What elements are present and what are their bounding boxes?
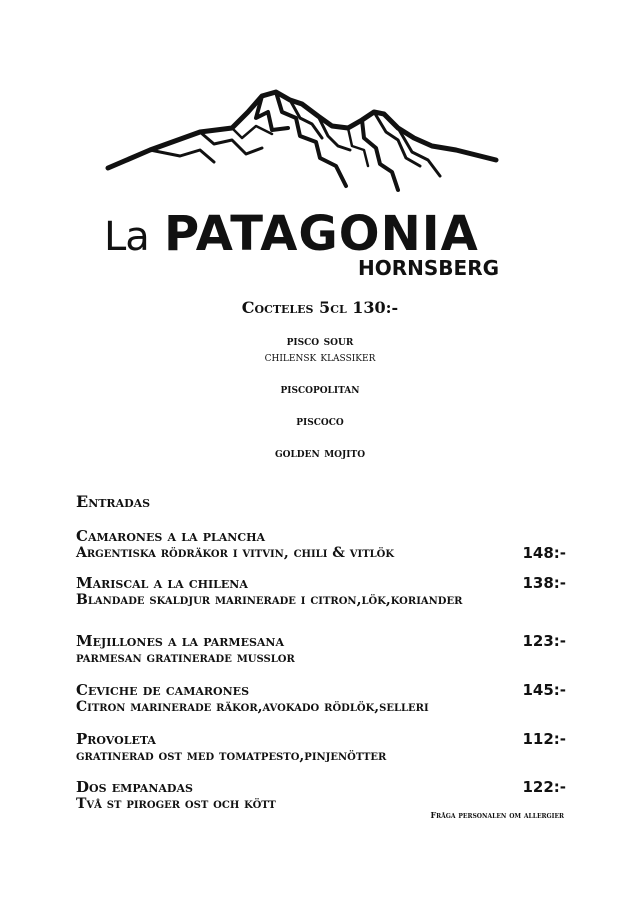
item-desc: Blandade skaldjur marinerade i citron,lök,koriander: [76, 592, 463, 608]
menu-item: [76, 527, 566, 561]
allergy-note: Fråga personalen om allergier: [430, 810, 564, 820]
item-name: Mariscal a la chilena: [76, 574, 248, 592]
item-desc: Två st piroger ost och kött: [76, 796, 276, 812]
cocktail-desc: chilensk klassiker: [264, 350, 376, 365]
item-price: 148:-: [522, 544, 566, 562]
section-title-entradas: Entradas: [76, 492, 151, 511]
mountain-icon: [0, 0, 640, 210]
cocktail-name: pisco sour: [286, 334, 354, 349]
item-name: Provoleta: [76, 730, 156, 748]
item-name: Dos empanadas: [76, 778, 193, 796]
item-desc: Argentiska rödräkor i vitvin, chili & vitlök: [76, 545, 395, 561]
cocktails-title: Cocteles 5cl 130:-: [241, 298, 399, 317]
item-price: 145:-: [522, 681, 566, 699]
menu-item: [76, 730, 566, 764]
item-price: 122:-: [522, 778, 566, 796]
item-name: Ceviche de camarones: [76, 681, 250, 699]
cocktail-name: golden mojito: [274, 446, 366, 461]
item-price: 112:-: [522, 730, 566, 748]
logo-location: HORNSBERG: [358, 256, 500, 280]
menu-item: [76, 574, 566, 608]
menu-item: [76, 632, 566, 666]
logo: [0, 0, 640, 290]
cocktail-name: piscoco: [296, 414, 344, 429]
item-name: Mejillones a la parmesana: [76, 632, 285, 650]
item-desc: gratinerad ost med tomatpesto,pinjenötter: [76, 748, 387, 764]
cocktail-name: piscopolitan: [280, 382, 360, 397]
logo-name: PATAGONIA: [164, 206, 479, 262]
menu-item: [76, 681, 566, 715]
logo-prefix: La: [104, 214, 149, 260]
item-price: 123:-: [522, 632, 566, 650]
item-desc: parmesan gratinerade musslor: [76, 650, 295, 666]
item-name: Camarones a la plancha: [76, 527, 266, 545]
menu-item: [76, 778, 566, 812]
item-desc: Citron marinerade räkor,avokado rödlök,selleri: [76, 699, 429, 715]
item-price: 138:-: [522, 574, 566, 592]
